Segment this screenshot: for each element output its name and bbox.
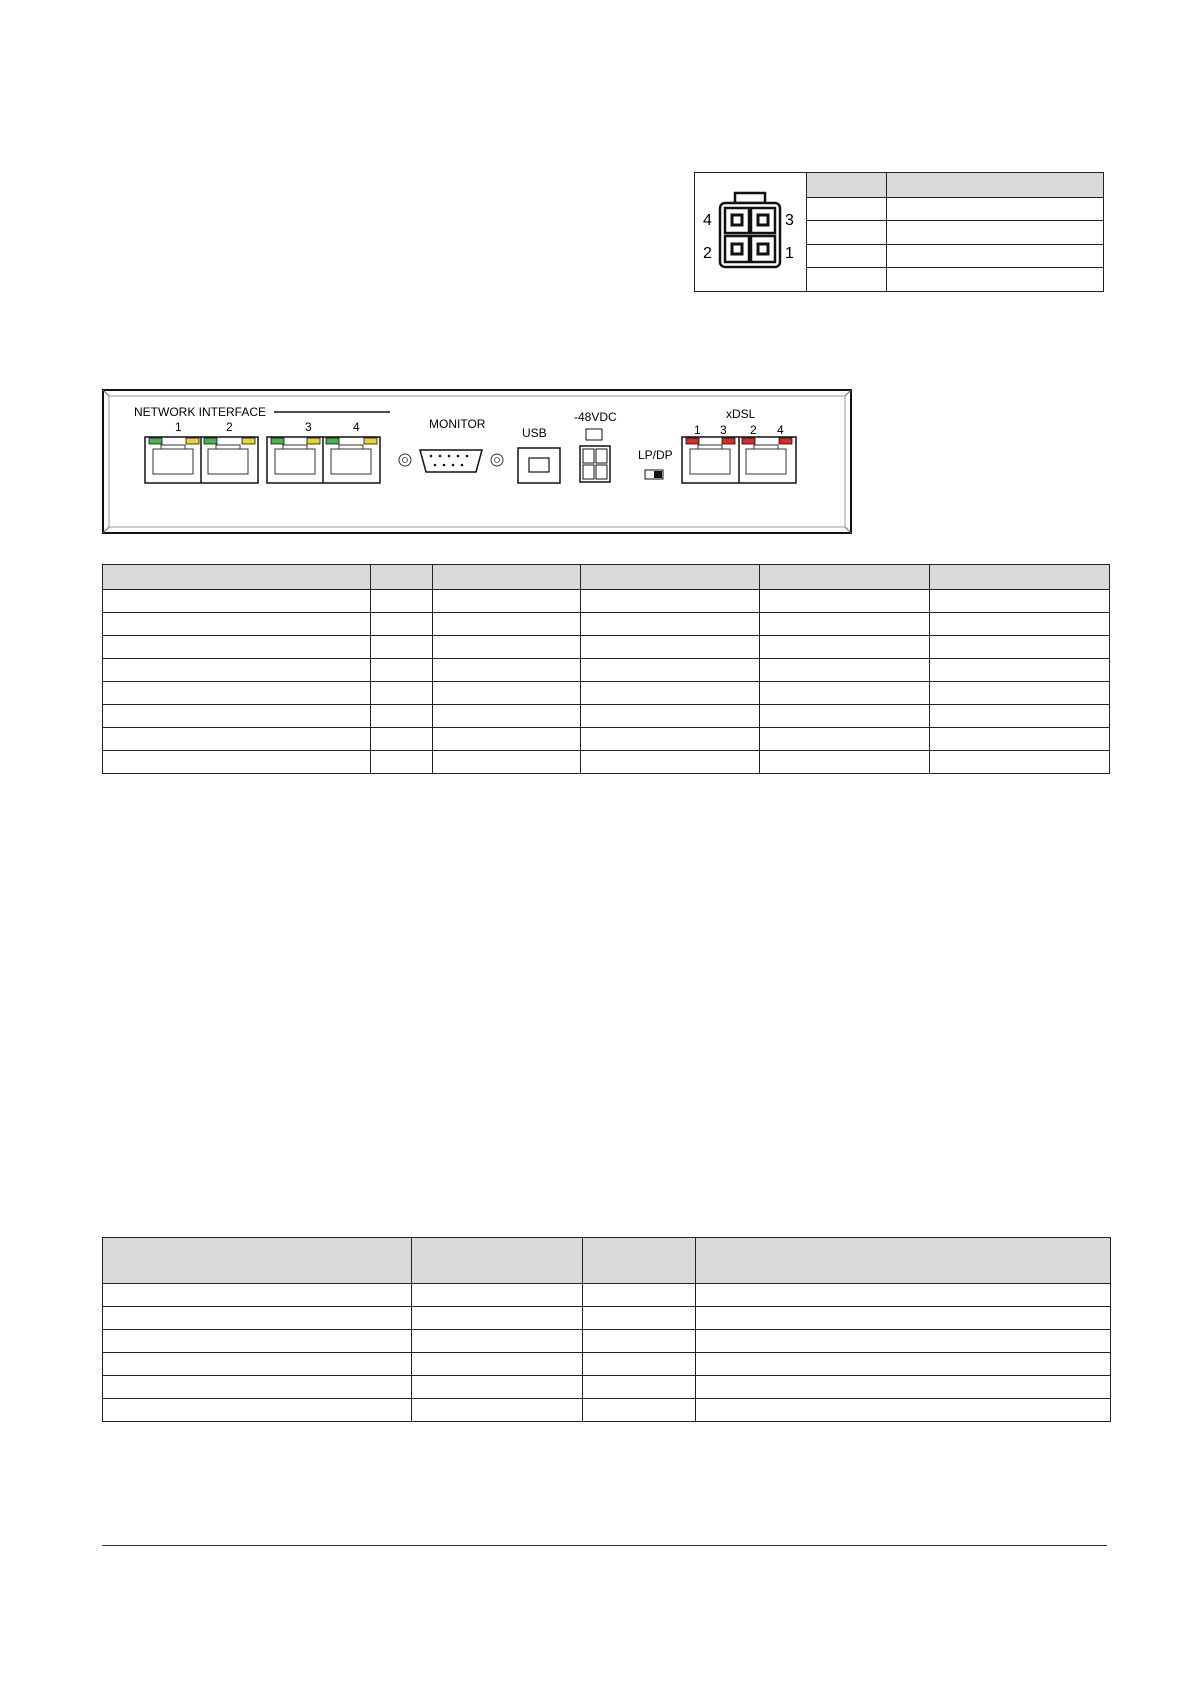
- power-connector-diagram: [695, 173, 807, 291]
- activity-led-icon: [186, 438, 199, 444]
- table-row: [103, 1330, 1111, 1353]
- table-row: [103, 590, 1110, 613]
- link-led-icon: [271, 438, 284, 444]
- xdsl-port-number-3: 3: [720, 423, 727, 437]
- table-header-row: [103, 565, 1110, 590]
- xdsl-port-number-4: 4: [777, 423, 784, 437]
- ni-port-number-1: 1: [175, 420, 182, 434]
- power-connector-pinout: [694, 172, 1104, 292]
- ni-port-number-3: 3: [305, 420, 312, 434]
- ethernet-port-group-3-4: [267, 437, 380, 483]
- led-table: [102, 1237, 1111, 1422]
- table-row: [103, 659, 1110, 682]
- table-row: [103, 1376, 1111, 1399]
- interface-table: [102, 564, 1110, 774]
- xdsl-led-icon: [779, 438, 792, 444]
- table-row: [103, 1284, 1111, 1307]
- ni-port-number-2: 2: [226, 420, 233, 434]
- usb-port-icon: [518, 448, 560, 483]
- table-row: [807, 221, 1103, 244]
- link-led-icon: [326, 438, 339, 444]
- table-row: [807, 197, 1103, 220]
- lpdp-label: LP/DP: [638, 448, 673, 462]
- table-row: [807, 244, 1103, 267]
- table-row: [103, 682, 1110, 705]
- network-interface-label: NETWORK INTERFACE: [134, 405, 267, 419]
- activity-led-icon: [364, 438, 377, 444]
- connector-4pin-icon: [695, 173, 805, 291]
- xdsl-label: xDSL: [726, 407, 756, 421]
- link-led-icon: [204, 438, 217, 444]
- activity-led-icon: [307, 438, 320, 444]
- link-led-icon: [149, 438, 162, 444]
- xdsl-port-number-2: 2: [750, 423, 757, 437]
- pin-label-4: 4: [703, 212, 712, 229]
- table-row: [103, 613, 1110, 636]
- xdsl-port-number-1: 1: [694, 423, 701, 437]
- power-label: -48VDC: [574, 410, 617, 424]
- usb-label: USB: [522, 426, 547, 440]
- table-row: [103, 751, 1110, 774]
- table-row: [103, 1307, 1111, 1330]
- table-row: [103, 728, 1110, 751]
- xdsl-led-icon: [686, 438, 699, 444]
- table-row: [103, 705, 1110, 728]
- xdsl-port-group: [682, 437, 796, 483]
- table-row: [103, 1353, 1111, 1376]
- pin-label-1: 1: [785, 245, 794, 262]
- ni-port-number-4: 4: [353, 420, 360, 434]
- table-header-row: [807, 173, 1103, 197]
- activity-led-icon: [242, 438, 255, 444]
- monitor-label: MONITOR: [429, 417, 486, 431]
- front-panel-illustration: [102, 389, 852, 534]
- pinout-table: [807, 173, 1103, 291]
- table-header-row: [103, 1238, 1111, 1284]
- xdsl-led-icon: [722, 438, 735, 444]
- footer-rule: [102, 1545, 1107, 1546]
- lpdp-switch-icon: [645, 470, 663, 479]
- pin-label-3: 3: [785, 212, 794, 229]
- pin-label-2: 2: [703, 245, 712, 262]
- table-row: [807, 268, 1103, 291]
- table-row: [103, 1399, 1111, 1422]
- table-row: [103, 636, 1110, 659]
- xdsl-led-icon: [742, 438, 755, 444]
- ethernet-port-group-1-2: [145, 437, 258, 483]
